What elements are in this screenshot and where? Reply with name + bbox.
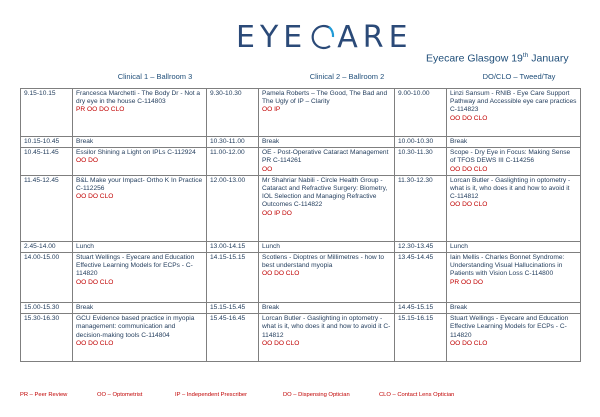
session-cell bbox=[259, 303, 395, 314]
session-cell bbox=[73, 303, 207, 314]
session-title: Break bbox=[76, 138, 94, 145]
table-row bbox=[21, 175, 581, 241]
session-cell bbox=[259, 137, 395, 148]
session-cell bbox=[259, 148, 395, 176]
session-title: GCU Evidence based practice in myopia management: communication and decision-making tools C-114804 bbox=[76, 315, 195, 339]
session-time: 15.15-16.15 bbox=[395, 314, 447, 362]
session-cell bbox=[73, 137, 207, 148]
column-header-do-clo: DO/CLO – Tweed/Tay bbox=[482, 72, 556, 81]
session-time: 12.00-13.00 bbox=[207, 175, 259, 241]
table-row bbox=[21, 253, 581, 303]
session-time: 15.15-15.45 bbox=[207, 303, 259, 314]
session-time: 13.00-14.15 bbox=[207, 241, 259, 252]
session-time: 2.45-14.00 bbox=[21, 241, 73, 252]
session-title: Scotlens - Dioptres or Millimetres - how to best understand myopia bbox=[262, 254, 385, 270]
column-header-clinical-1: Clinical 1 – Ballroom 3 bbox=[117, 72, 193, 81]
session-cell bbox=[447, 175, 581, 241]
audience-tags: OO bbox=[262, 165, 273, 173]
schedule-body bbox=[21, 89, 581, 362]
session-time: 10.45-11.45 bbox=[21, 148, 73, 176]
table-row bbox=[21, 89, 581, 137]
session-time: 14.45-15.15 bbox=[395, 303, 447, 314]
session-cell bbox=[447, 253, 581, 303]
session-time: 10.30-11.30 bbox=[395, 148, 447, 176]
session-cell bbox=[73, 241, 207, 252]
audience-tags: PR OO DO CLO bbox=[76, 106, 125, 114]
table-row bbox=[21, 314, 581, 362]
session-title: Lunch bbox=[76, 242, 94, 250]
session-cell bbox=[259, 89, 395, 137]
session-time: 9.30-10.30 bbox=[207, 89, 259, 137]
audience-tags: OO DO CLO bbox=[76, 278, 114, 286]
legend-pr: PR – Peer Review bbox=[20, 392, 68, 398]
session-time: 9.00-10.00 bbox=[395, 89, 447, 137]
audience-tags: OO DO CLO bbox=[450, 339, 488, 347]
audience-tags: OO DO CLO bbox=[76, 339, 114, 347]
session-title: Break bbox=[450, 138, 468, 145]
session-cell bbox=[447, 314, 581, 362]
session-title: Lorcan Butler - Gaslighting in optometry - what is it, who does it and how to avoid it C-114812 bbox=[262, 315, 391, 339]
session-title: Lorcan Butler - Gaslighting in optometry - what is it, who does it and how to avoid it C-114812 bbox=[450, 176, 571, 201]
audience-tags: OO DO CLO bbox=[450, 165, 488, 173]
session-time: 9.15-10.15 bbox=[21, 89, 73, 137]
session-cell bbox=[73, 175, 207, 241]
eyecare-logo bbox=[236, 20, 413, 54]
session-cell bbox=[447, 89, 581, 137]
session-cell bbox=[73, 89, 207, 137]
session-time: 13.45-14.45 bbox=[395, 253, 447, 303]
session-title: Iain Mellis - Charles Bonnet Syndrome: Understanding Visual Hallucinations in Patients with Vision Loss C-114800 bbox=[450, 254, 565, 278]
session-title: Linzi Sansum - RNIB - Eye Care Support Pathway and Accessible eye care practices C-114823 bbox=[450, 90, 577, 114]
session-time: 15.30-16.30 bbox=[21, 314, 73, 362]
session-title: Break bbox=[262, 304, 280, 312]
logo-text-right: ARE bbox=[337, 19, 413, 55]
session-title: Break bbox=[262, 138, 280, 145]
session-title: Lunch bbox=[450, 242, 468, 250]
audience-tags: OO DO CLO bbox=[450, 201, 488, 209]
session-cell bbox=[259, 241, 395, 252]
session-cell bbox=[259, 175, 395, 241]
session-title: Essilor Shining a Light on IPLs C-112924 bbox=[76, 149, 196, 157]
session-time: 10.00-10.30 bbox=[395, 137, 447, 148]
session-title: OE - Post-Operative Cataract Management PR C-114261 bbox=[262, 149, 389, 165]
legend-oo: OO – Optometrist bbox=[97, 392, 143, 398]
schedule-table bbox=[20, 88, 581, 362]
table-row bbox=[21, 303, 581, 314]
session-title: Scope - Dry Eye in Focus: Making Sense of TFOS DEWS III C-114256 bbox=[450, 149, 571, 165]
session-cell bbox=[73, 253, 207, 303]
audience-tags: OO DO bbox=[76, 157, 98, 165]
audience-tags: OO DO CLO bbox=[262, 339, 300, 347]
audience-tags: PR OO DO bbox=[450, 278, 483, 286]
session-title: Break bbox=[76, 304, 94, 312]
session-cell bbox=[447, 241, 581, 252]
logo-eye-c-icon bbox=[309, 22, 335, 52]
event-title: Eyecare Glasgow 19th January bbox=[426, 52, 569, 65]
table-row bbox=[21, 137, 581, 148]
audience-tags: OO DO CLO bbox=[262, 270, 300, 278]
audience-tags: OO IP bbox=[262, 106, 281, 114]
session-time: 10.30-11.00 bbox=[207, 137, 259, 148]
session-title: Break bbox=[450, 304, 468, 312]
audience-tags: OO IP DO bbox=[262, 209, 292, 217]
legend-do: DO – Dispensing Optician bbox=[283, 392, 350, 398]
session-time: 15.00-15.30 bbox=[21, 303, 73, 314]
table-row bbox=[21, 148, 581, 176]
session-time: 15.45-16.45 bbox=[207, 314, 259, 362]
session-title: Stuart Wellings - Eyecare and Education Effective Learning Models for ECPs - C-114820 bbox=[76, 254, 195, 278]
session-cell bbox=[447, 303, 581, 314]
session-title: Stuart Wellings - Eyecare and Education Effective Learning Models for ECPs - C-114820 bbox=[450, 315, 569, 339]
table-row bbox=[21, 241, 581, 252]
legend-ip: IP – Independent Prescriber bbox=[175, 392, 248, 398]
column-header-clinical-2: Clinical 2 – Ballroom 2 bbox=[309, 72, 385, 81]
session-time: 14.15-15.15 bbox=[207, 253, 259, 303]
audience-tags: OO DO CLO bbox=[450, 114, 488, 122]
logo-text-left: EYE bbox=[236, 19, 308, 55]
session-cell bbox=[447, 148, 581, 176]
session-title: Lunch bbox=[262, 242, 280, 250]
session-title: Mr Shahriar Nabili - Circle Health Group - Cataract and Refractive Surgery: Biometry, IOL Selection and Managing Refractive Outcomes C-114822 bbox=[262, 176, 388, 209]
session-title: Francesca Marchetti - The Body Dr - Not a dry eye in the house C-114803 bbox=[76, 90, 201, 106]
session-time: 10.15-10.45 bbox=[21, 137, 73, 148]
session-time: 11.30-12.30 bbox=[395, 175, 447, 241]
session-cell bbox=[259, 314, 395, 362]
audience-tags: OO DO CLO bbox=[76, 193, 114, 201]
session-time: 11.00-12.00 bbox=[207, 148, 259, 176]
session-cell bbox=[73, 314, 207, 362]
session-time: 11.45-12.45 bbox=[21, 175, 73, 241]
session-time: 14.00-15.00 bbox=[21, 253, 73, 303]
legend-clo: CLO – Contact Lens Optician bbox=[379, 392, 455, 398]
session-cell bbox=[447, 137, 581, 148]
session-title: B&L Make your Impact- Ortho K In Practice C-112256 bbox=[76, 176, 203, 193]
session-title: Pamela Roberts – The Good, The Bad and The Ugly of IP – Clarity bbox=[262, 90, 388, 106]
session-time: 12.30-13.45 bbox=[395, 241, 447, 252]
session-cell bbox=[259, 253, 395, 303]
session-cell bbox=[73, 148, 207, 176]
